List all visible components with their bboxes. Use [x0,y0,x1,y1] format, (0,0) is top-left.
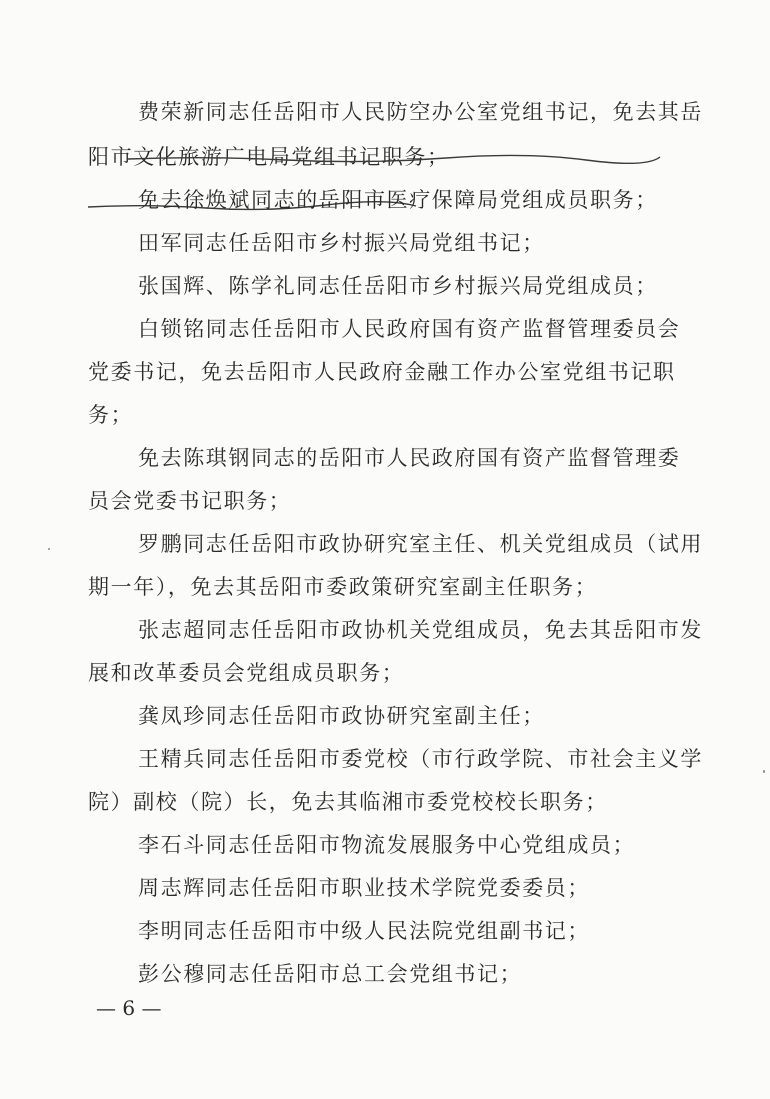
paragraph-line: 白锁铭同志任岳阳市人民政府国有资产监督管理委员会 [138,317,681,341]
paragraph-line: 员会党委书记职务； [88,489,292,513]
paragraph-line: 彭公穆同志任岳阳市总工会党组书记； [138,962,523,986]
paragraph-line: 罗鹏同志任岳阳市政协研究室主任、机关党组成员（试用 [138,532,703,556]
paragraph-line: 免去徐焕斌同志的岳阳市医疗保障局党组成员职务； [138,188,658,212]
paragraph-line: 李明同志任岳阳市中级人民法院党组副书记； [138,919,590,943]
paragraph-line: 院）副校（院）长，免去其临湘市委党校校长职务； [88,790,608,814]
paragraph-line: 周志辉同志任岳阳市职业技术学院党委委员； [138,876,590,900]
paragraph-line: 务； [88,403,134,427]
paragraph-line: 期一年），免去其岳阳市委政策研究室副主任职务； [88,575,598,599]
scan-speck [48,548,50,550]
paragraph-line: 李石斗同志任岳阳市物流发展服务中心党组成员； [138,833,636,857]
handwritten-underline [126,152,662,166]
paragraph-line: 费荣新同志任岳阳市人民防空办公室党组书记，免去其岳 [138,100,703,124]
paragraph-line: 免去陈琪钢同志的岳阳市人民政府国有资产监督管理委 [138,446,681,470]
paragraph-line: 王精兵同志任岳阳市委党校（市行政学院、市社会主义学 [138,747,703,771]
paragraph-line: 张国辉、陈学礼同志任岳阳市乡村振兴局党组成员； [138,274,658,298]
page-number: — 6 — [96,996,162,1020]
paragraph-line: 展和改革委员会党组成员职务； [88,661,405,685]
paragraph-line: 张志超同志任岳阳市政协机关党组成员，免去其岳阳市发 [138,618,703,642]
paragraph-line: 龚凤珍同志任岳阳市政协研究室副主任； [138,704,545,728]
paragraph-line: 党委书记，免去岳阳市人民政府金融工作办公室党组书记职 [88,360,676,384]
paragraph-line: 田军同志任岳阳市乡村振兴局党组书记； [138,231,545,255]
paragraph-line: 阳市文化旅游广电局党组书记职务； [88,145,450,169]
scan-speck [763,770,765,773]
